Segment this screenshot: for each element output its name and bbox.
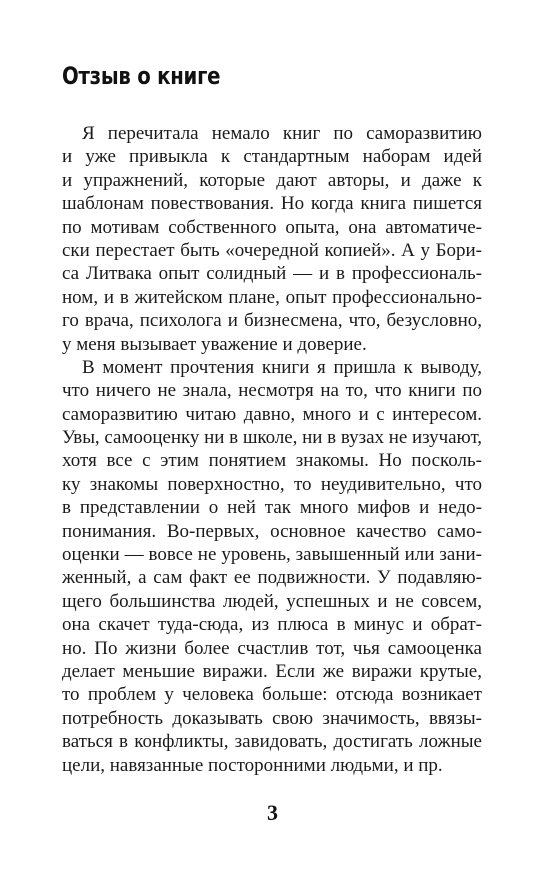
- text-line: что ничего не знала, несмотря на то, что книги по: [62, 380, 482, 402]
- page-heading: Отзыв о книге: [62, 62, 221, 90]
- text-line: Я перечитала немало книг по саморазвитию: [82, 123, 482, 144]
- text-line: оценки — вовсе не уровень, завышенный или зани-: [62, 544, 482, 566]
- text-line: и упражнений, которые дают авторы, и даже к: [62, 169, 482, 191]
- text-line: ном, и в житейском плане, опыт профессионально-: [62, 286, 482, 308]
- text-line: женный, а сам факт ее подвижности. У подавляю-: [62, 567, 482, 589]
- paragraph-1: [62, 122, 482, 356]
- text-line: саморазвитию читаю давно, много и с интересом.: [62, 403, 482, 425]
- paragraph-2: [62, 356, 482, 777]
- text-line: цели, навязанные посторонними людьми, и пр.: [62, 754, 443, 776]
- text-line: В момент прочтения книги я пришла к выводу,: [82, 356, 482, 378]
- page-number: 3: [267, 800, 278, 825]
- text-line: Увы, самооценку ни в школе, ни в вузах не изучают,: [62, 427, 482, 449]
- text-line: то проблем у человека больше: отсюда возникает: [62, 684, 482, 706]
- text-line: ваться в конфликты, завидовать, достигать ложные: [62, 731, 482, 753]
- text-line: но. По жизни более счастлив тот, чья самооценка: [62, 637, 482, 659]
- text-line: щего большинства людей, успешных и не совсем,: [62, 590, 482, 612]
- text-line: в представлении о ней так много мифов и недо-: [62, 497, 482, 519]
- text-line: са Литвака опыт солидный — и в профессиональ-: [62, 263, 482, 285]
- text-line: делает меньшие виражи. Если же виражи крутые,: [62, 660, 482, 682]
- text-line: ски перестает быть «очередной копией». А у Бори-: [62, 239, 482, 261]
- text-line: и уже привыкла к стандартным наборам идей: [62, 146, 482, 168]
- text-line: по мотивам собственного опыта, она автоматиче-: [62, 216, 482, 238]
- text-line: у меня вызывает уважение и доверие.: [62, 333, 367, 355]
- text-line: хотя все с этим понятием знакомы. Но посколь-: [62, 450, 482, 472]
- text-line: го врача, психолога и бизнесмена, что, безусловно,: [62, 310, 482, 332]
- text-line: понимания. Во-первых, основное качество само-: [62, 520, 482, 542]
- text-line: ку знакомы поверхностно, то неудивительно, что: [62, 473, 482, 495]
- text-line: она скачет туда-сюда, из плюса в минус и обрат-: [62, 614, 482, 636]
- text-line: потребность доказывать свою значимость, ввязы-: [62, 707, 482, 729]
- text-line: шаблонам повествования. Но когда книга пишется: [62, 193, 482, 215]
- body-text: [62, 122, 482, 777]
